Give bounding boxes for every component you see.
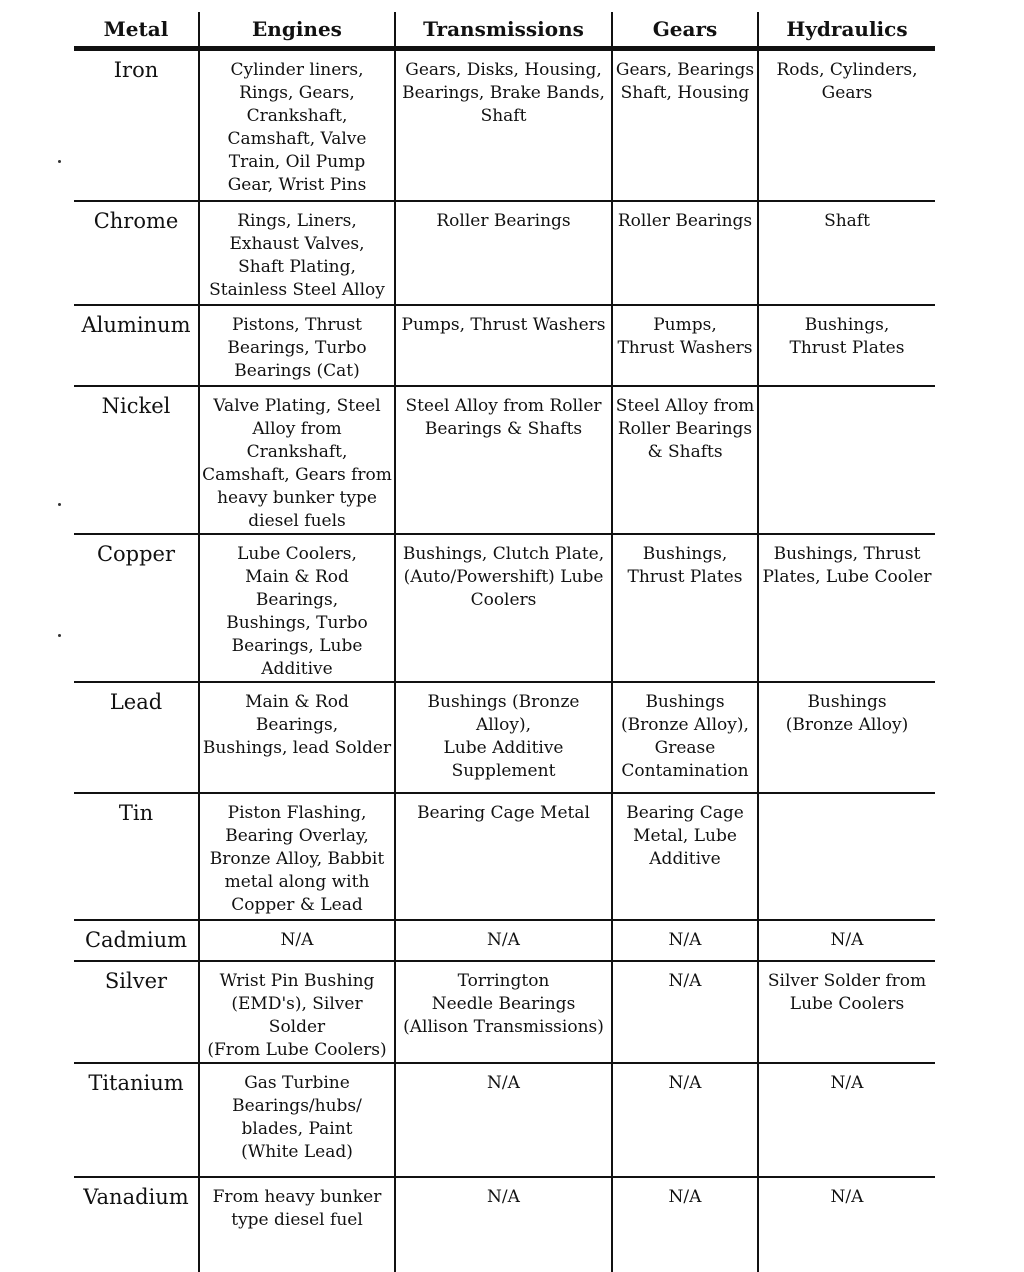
gears-cell-text: Gears, Bearings Shaft, Housing [615, 60, 755, 103]
table-row [74, 920, 935, 961]
transmissions-cell [395, 682, 612, 793]
engines-cell [199, 1063, 395, 1177]
hydraulics-cell [758, 961, 935, 1063]
gears-cell-text: Pumps, Thrust Washers [617, 314, 753, 358]
table-row [74, 386, 935, 534]
gears-cell [612, 920, 758, 961]
engines-cell [199, 961, 395, 1063]
header-engines: Engines [199, 12, 395, 49]
engines-cell [199, 682, 395, 793]
engines-cell [199, 201, 395, 305]
engines-cell-text: Gas Turbine Bearings/hubs/ blades, Paint (White Lead) [232, 1072, 362, 1162]
hydraulics-cell-text: Bushings, Thrust Plates, Lube Cooler [762, 543, 932, 587]
hydraulics-cell-text: Bushings (Bronze Alloy) [785, 691, 909, 735]
margin-mark-2 [58, 503, 61, 506]
header-gears: Gears [612, 12, 758, 49]
header-metal: Metal [74, 12, 199, 49]
transmissions-cell-text: Steel Alloy from Roller Bearings & Shafts [405, 395, 602, 439]
gears-cell-text: Bearing Cage Metal, Lube Additive [626, 802, 744, 869]
gears-cell-text: N/A [668, 1072, 702, 1093]
transmissions-cell-text: Bushings, Clutch Plate, (Auto/Powershift) Lube Coolers [402, 543, 605, 610]
table-row [74, 201, 935, 305]
hydraulics-cell-text: Shaft [824, 210, 870, 231]
hydraulics-cell-text: N/A [830, 1186, 864, 1207]
engines-cell-text: Cylinder liners, Rings, Gears, Crankshaft, Camshaft, Valve Train, Oil Pump Gear, Wrist Pins [227, 60, 367, 195]
metal-name-cell: Copper [74, 534, 199, 682]
transmissions-cell-text: Bushings (Bronze Alloy), Lube Additive Supplement [427, 691, 580, 781]
transmissions-cell-text: Gears, Disks, Housing, Bearings, Brake Bands, Shaft [402, 60, 605, 126]
hydraulics-cell-text: Rods, Cylinders, Gears [776, 60, 918, 103]
hydraulics-cell [758, 793, 935, 920]
engines-cell [199, 1177, 395, 1272]
hydraulics-cell [758, 682, 935, 793]
transmissions-cell [395, 793, 612, 920]
gears-cell [612, 386, 758, 534]
gears-cell [612, 1063, 758, 1177]
engines-cell-text: Valve Plating, Steel Alloy from Crankshaft, Camshaft, Gears from heavy bunker type diesel fuels [202, 395, 392, 531]
hydraulics-cell [758, 49, 935, 201]
table-row [74, 534, 935, 682]
engines-cell-text: Lube Coolers, Main & Rod Bearings, Bushings, Turbo Bearings, Lube Additive [226, 543, 368, 679]
engines-cell-text: From heavy bunker type diesel fuel [212, 1186, 382, 1230]
metal-name-cell: Silver [74, 961, 199, 1063]
engines-cell [199, 793, 395, 920]
transmissions-cell-text: N/A [487, 1186, 520, 1207]
wear-metals-table [74, 12, 935, 1272]
gears-cell-text: Roller Bearings [617, 210, 753, 231]
table-row [74, 305, 935, 386]
gears-cell [612, 793, 758, 920]
metal-name-cell: Cadmium [74, 920, 199, 961]
gears-cell-text: Bushings, Thrust Plates [627, 543, 743, 587]
hydraulics-cell-text: Bushings, Thrust Plates [789, 314, 905, 358]
hydraulics-cell-text: N/A [830, 1072, 864, 1093]
gears-cell [612, 534, 758, 682]
transmissions-cell-text: Bearing Cage Metal [417, 802, 590, 823]
engines-cell-text: Pistons, Thrust Bearings, Turbo Bearings (Cat) [227, 314, 367, 381]
engines-cell [199, 386, 395, 534]
hydraulics-cell [758, 386, 935, 534]
engines-cell-text: Piston Flashing, Bearing Overlay, Bronze Alloy, Babbit metal along with Copper & Lead [209, 802, 385, 915]
transmissions-cell-text: Pumps, Thrust Washers [401, 314, 606, 335]
gears-cell [612, 1177, 758, 1272]
table-header-row [74, 12, 935, 49]
transmissions-cell [395, 305, 612, 386]
metal-name-cell: Tin [74, 793, 199, 920]
transmissions-cell [395, 920, 612, 961]
transmissions-cell [395, 386, 612, 534]
gears-cell-text: Steel Alloy from Roller Bearings & Shafts [615, 395, 755, 462]
hydraulics-cell [758, 1063, 935, 1177]
table-row [74, 961, 935, 1063]
metal-name-cell: Lead [74, 682, 199, 793]
transmissions-cell-text: N/A [487, 929, 520, 950]
gears-cell-text: Bushings (Bronze Alloy), Grease Contamination [621, 691, 749, 781]
transmissions-cell-text: N/A [487, 1072, 520, 1093]
transmissions-cell [395, 1177, 612, 1272]
gears-cell-text: N/A [668, 1186, 702, 1207]
margin-mark-3 [58, 634, 61, 637]
engines-cell-text: Rings, Liners, Exhaust Valves, Shaft Plating, Stainless Steel Alloy [209, 210, 385, 300]
gears-cell-text: N/A [668, 970, 702, 991]
engines-cell-text: Main & Rod Bearings, Bushings, lead Solder [202, 691, 392, 758]
table-row [74, 682, 935, 793]
hydraulics-cell [758, 920, 935, 961]
transmissions-cell [395, 49, 612, 201]
engines-cell [199, 920, 395, 961]
hydraulics-cell-text: Silver Solder from Lube Coolers [767, 970, 927, 1014]
engines-cell [199, 534, 395, 682]
gears-cell-text: N/A [668, 929, 702, 950]
transmissions-cell [395, 961, 612, 1063]
hydraulics-cell [758, 305, 935, 386]
engines-cell-text: Wrist Pin Bushing (EMD's), Silver Solder (From Lube Coolers) [207, 970, 387, 1060]
transmissions-cell-text: Torrington Needle Bearings (Allison Transmissions) [403, 970, 604, 1037]
metal-name-cell: Iron [74, 49, 199, 201]
metal-name-cell: Titanium [74, 1063, 199, 1177]
metal-name-cell: Nickel [74, 386, 199, 534]
header-hydraulics: Hydraulics [758, 12, 935, 49]
hydraulics-cell-text: N/A [830, 929, 864, 950]
gears-cell [612, 682, 758, 793]
transmissions-cell [395, 201, 612, 305]
table-row [74, 793, 935, 920]
gears-cell [612, 201, 758, 305]
transmissions-cell [395, 1063, 612, 1177]
table-row [74, 49, 935, 201]
engines-cell-text: N/A [280, 929, 314, 950]
table-body [74, 49, 935, 1272]
metal-name-cell: Vanadium [83, 1184, 189, 1209]
metal-name-cell: Aluminum [74, 305, 199, 386]
transmissions-cell-text: Roller Bearings [436, 210, 571, 231]
engines-cell [199, 305, 395, 386]
metal-name-cell: Chrome [74, 201, 199, 305]
transmissions-cell [395, 534, 612, 682]
margin-mark-1 [58, 160, 61, 163]
table-row [74, 1063, 935, 1177]
hydraulics-cell [758, 1177, 935, 1272]
engines-cell [199, 49, 395, 201]
gears-cell [612, 305, 758, 386]
header-transmissions: Transmissions [395, 12, 612, 49]
hydraulics-cell [758, 534, 935, 682]
metals-table-container [74, 12, 935, 1230]
hydraulics-cell [758, 201, 935, 305]
gears-cell [612, 49, 758, 201]
gears-cell [612, 961, 758, 1063]
table-row [74, 1177, 935, 1272]
